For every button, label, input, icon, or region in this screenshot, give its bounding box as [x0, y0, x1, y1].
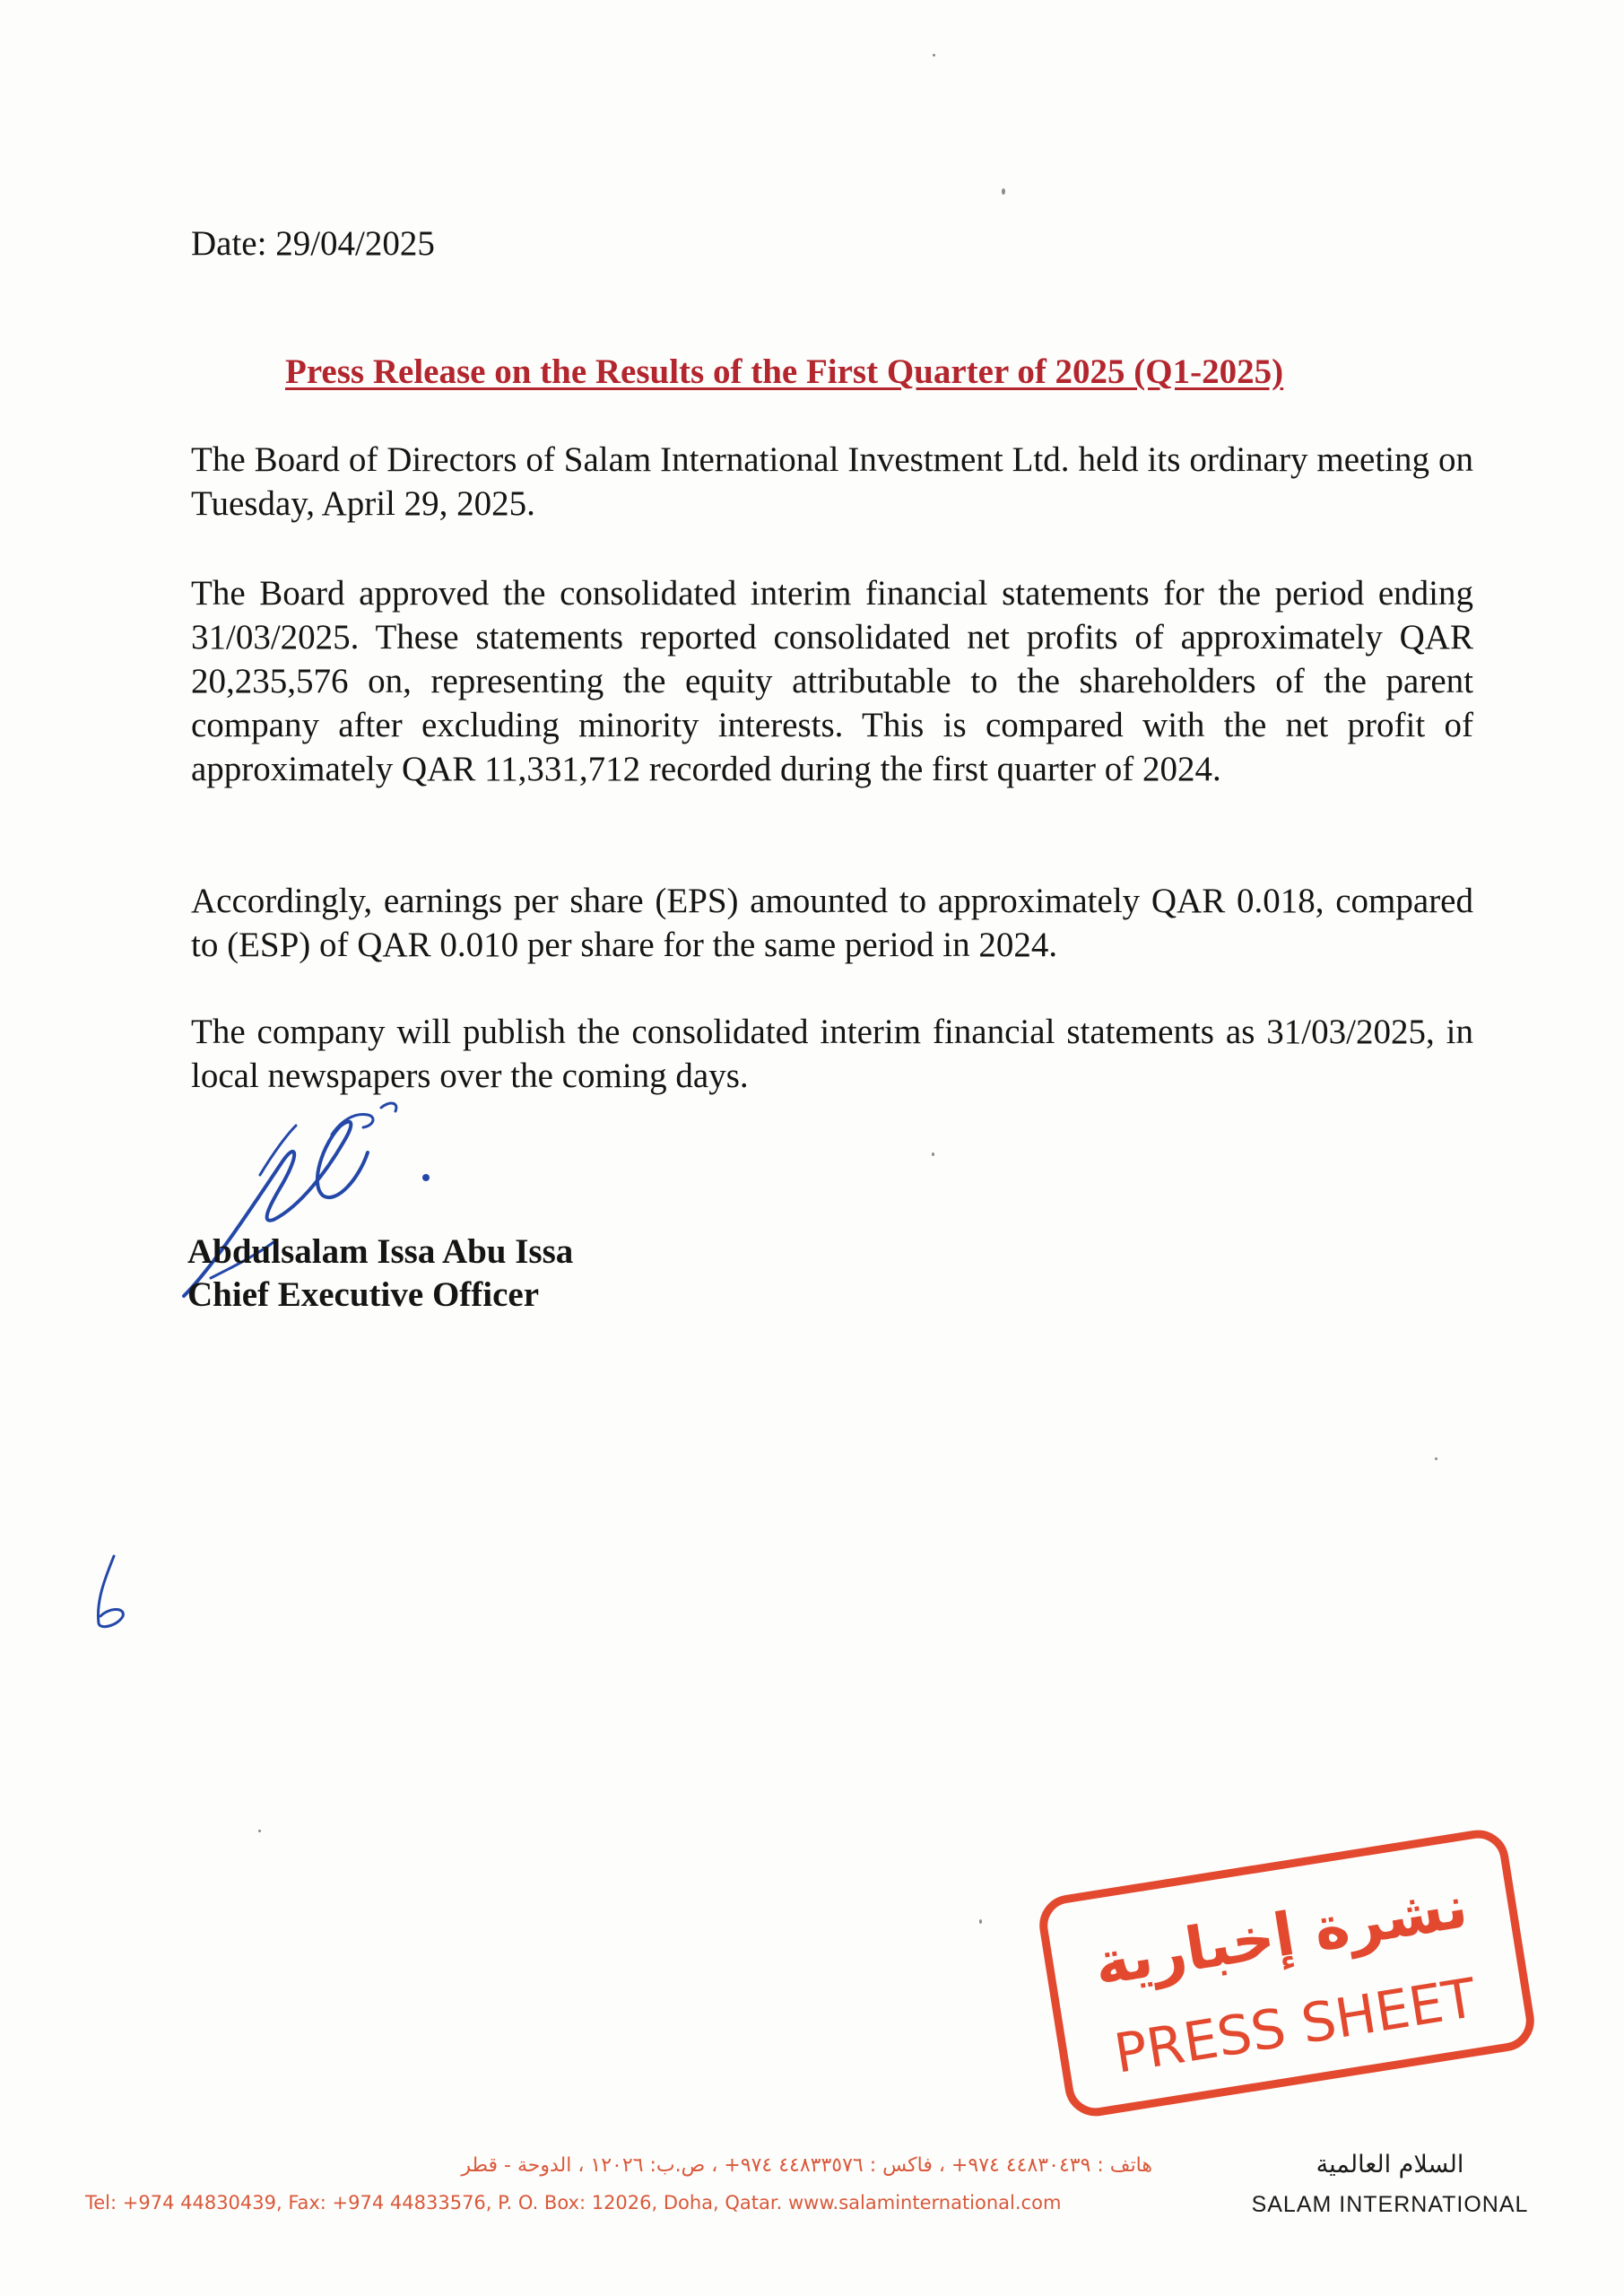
footer-arabic-contact: هاتف : ٤٤٨٣٠٤٣٩ ٩٧٤+ ، فاكس : ٤٤٨٣٣٥٧٦ ٩٧٤+ ، ص.ب: ١٢٠٢٦ ، الدوحة - قطر	[461, 2154, 1152, 2177]
footer-english-contact: Tel: +974 44830439, Fax: +974 44833576, P. O. Box: 12026, Doha, Qatar. www.salaminternational.com	[85, 2192, 1062, 2213]
company-logo-arabic: السلام العالمية	[1316, 2151, 1464, 2179]
scan-speck	[1002, 188, 1005, 195]
scan-speck	[258, 1830, 261, 1832]
signatory-title: Chief Executive Officer	[187, 1275, 540, 1314]
scan-speck	[979, 1919, 982, 1924]
paragraph-board-meeting: The Board of Directors of Salam International Investment Ltd. held its ordinary meeting on Tuesday, April 29, 2025.	[191, 440, 1473, 523]
document-date: Date: 29/04/2025	[191, 224, 435, 263]
press-release-heading: Press Release on the Results of the First Quarter of 2025 (Q1-2025)	[285, 352, 1284, 391]
paragraph-financial-results: The Board approved the consolidated interim financial statements for the period ending 31/03/2025. These statements reported consolidated net profits of approximately QAR 20,235,576 on, representing the equity attributable to the shareholders of the parent company after excluding minority interests. This is compared with the net profit of approximately QAR 11,331,712 recorded during the first quarter of 2024.	[191, 574, 1473, 788]
stamp-english-text: PRESS SHEET	[1110, 1966, 1481, 2086]
stamp-arabic-text: نشرة إخبارية	[1090, 1872, 1472, 1999]
paragraph-earnings-per-share: Accordingly, earnings per share (EPS) amounted to approximately QAR 0.018, compared to (ESP) of QAR 0.010 per share for the same period in 2024.	[191, 882, 1473, 964]
press-sheet-stamp	[1022, 1803, 1551, 2144]
paragraph-publication-notice: The company will publish the consolidated interim financial statements as 31/03/2025, in local newspapers over the coming days.	[191, 1013, 1473, 1095]
company-logo-english: SALAM INTERNATIONAL	[1251, 2192, 1529, 2217]
handwritten-margin-mark	[83, 1552, 136, 1632]
scan-speck	[933, 54, 935, 57]
signatory-name: Abdulsalam Issa Abu Issa	[187, 1232, 574, 1271]
scan-speck	[932, 1152, 934, 1156]
scan-speck	[1435, 1457, 1437, 1460]
